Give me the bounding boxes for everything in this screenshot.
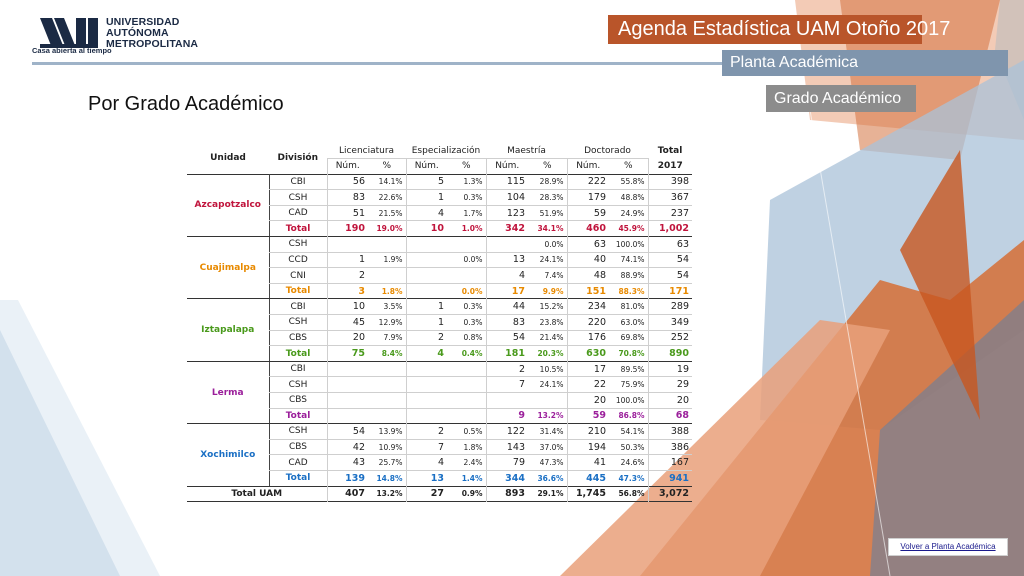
cell-lic-pct: 22.6% (368, 190, 406, 206)
cell-doc-pct: 74.1% (609, 252, 648, 268)
section-grado-academico: Grado Académico (766, 85, 916, 112)
cell-lic-num (327, 361, 368, 377)
cell-doc-pct: 70.8% (618, 349, 645, 359)
header-total-year: 2017 (648, 159, 692, 175)
cell-total: 367 (648, 190, 692, 206)
cell-esp-num (406, 393, 447, 409)
cell-total: 386 (648, 439, 692, 455)
sub-num: Núm. (567, 159, 609, 175)
header-licenciatura: Licenciatura (327, 143, 406, 159)
cell-esp-num: 4 (406, 205, 447, 221)
cell-lic-pct: 19.0% (376, 224, 403, 234)
table-row (187, 361, 692, 377)
cell-mae-num: 4 (486, 268, 528, 284)
division-name: CBI (269, 174, 327, 190)
cell-mae-pct: 37.0% (528, 439, 567, 455)
cell-lic-num: 51 (327, 205, 368, 221)
cell-mae-num: 83 (486, 315, 528, 331)
division-name: CSH (269, 424, 327, 440)
cell-doc-num: 40 (567, 252, 609, 268)
cell-lic-pct (368, 237, 406, 253)
cell-esp-pct: 0.8% (447, 330, 486, 346)
cell-total: 29 (648, 377, 692, 393)
cell-lic-pct (368, 377, 406, 393)
logo-wordmark (106, 17, 198, 50)
cell-lic-num: 2 (327, 268, 368, 284)
division-name: CBS (269, 393, 327, 409)
cell-doc-pct: 63.0% (609, 315, 648, 331)
cell-esp-num: 4 (406, 346, 447, 362)
sub-pct: % (623, 161, 633, 172)
cell-doc-num: 63 (567, 237, 609, 253)
unit-name: Azcapotzalco (187, 174, 269, 236)
cell-esp-num: 4 (406, 455, 447, 471)
cell-doc-pct: 89.5% (609, 361, 648, 377)
cell-doc-num: 176 (567, 330, 609, 346)
cell-lic-num (327, 377, 368, 393)
cell-mae-num: 344 (486, 470, 528, 486)
cell-doc-num: 460 (567, 221, 609, 237)
cell-mae-num (486, 393, 528, 409)
division-name: CBI (269, 299, 327, 315)
cell-total: 54 (648, 268, 692, 284)
grand-total-label: Total UAM (231, 488, 283, 499)
cell-doc-pct: 48.8% (609, 190, 648, 206)
cell-lic-num (327, 237, 368, 253)
cell-esp-pct: 0.3% (447, 315, 486, 331)
cell-mae-pct: 21.4% (528, 330, 567, 346)
cell-mae-num: 79 (486, 455, 528, 471)
unit-name: Cuajimalpa (187, 237, 269, 299)
cell-esp-num: 1 (406, 299, 447, 315)
cell-esp-pct (447, 393, 486, 409)
cell-total: 398 (648, 174, 692, 190)
header-division: División (277, 153, 319, 164)
page-title: Por Grado Académico (88, 93, 284, 115)
cell-doc-num: 445 (567, 470, 609, 486)
unit-name: Xochimilco (187, 424, 269, 486)
cell-lic-pct: 25.7% (368, 455, 406, 471)
cell-doc-num: 194 (567, 439, 609, 455)
cell-esp-pct: 1.0% (461, 224, 483, 234)
logo-line-3: METROPOLITANA (106, 38, 199, 50)
cell-esp-num (406, 283, 447, 299)
cell-total: 54 (648, 252, 692, 268)
cell-lic-pct: 21.5% (368, 205, 406, 221)
cell-mae-pct: 34.1% (537, 224, 564, 234)
cell-esp-num (406, 252, 447, 268)
cell-mae-num: 123 (486, 205, 528, 221)
cell-esp-pct: 1.3% (447, 174, 486, 190)
cell-mae-pct: 24.1% (528, 377, 567, 393)
academic-degree-table (187, 143, 692, 502)
cell-mae-num: 181 (486, 346, 528, 362)
cell-mae-pct: 23.8% (528, 315, 567, 331)
division-name: CAD (269, 205, 327, 221)
sub-num: Núm. (327, 159, 368, 175)
uam-logo (32, 16, 199, 58)
header-divider (32, 62, 732, 65)
cell-lic-pct (368, 393, 406, 409)
cell-lic-num: 190 (327, 221, 368, 237)
cell-esp-pct (447, 408, 486, 424)
cell-lic-pct: 1.9% (368, 252, 406, 268)
cell-mae-pct: 51.9% (528, 205, 567, 221)
sub-num: Núm. (486, 159, 528, 175)
cell-doc-num: 210 (567, 424, 609, 440)
cell-doc-pct: 54.1% (609, 424, 648, 440)
cell-lic-num (327, 393, 368, 409)
cell-total: 237 (648, 205, 692, 221)
division-name: CAD (269, 455, 327, 471)
cell-mae-pct: 28.3% (528, 190, 567, 206)
division-name: CNI (269, 268, 327, 284)
cell-doc-pct: 75.9% (609, 377, 648, 393)
division-name: CBS (269, 439, 327, 455)
cell-mae-pct: 31.4% (528, 424, 567, 440)
cell-mae-num: 9 (486, 408, 528, 424)
cell-doc-pct: 56.8% (618, 489, 645, 499)
cell-total: 252 (648, 330, 692, 346)
cell-lic-pct (368, 268, 406, 284)
cell-mae-pct: 13.2% (537, 411, 564, 421)
table-row (187, 174, 692, 190)
cell-lic-pct: 10.9% (368, 439, 406, 455)
cell-mae-pct: 36.6% (537, 473, 564, 483)
cell-doc-num: 59 (567, 408, 609, 424)
cell-doc-num: 20 (567, 393, 609, 409)
cell-mae-pct: 9.9% (542, 286, 564, 296)
cell-lic-pct: 1.8% (381, 286, 403, 296)
cell-esp-num: 13 (406, 470, 447, 486)
cell-mae-num: 13 (486, 252, 528, 268)
cell-mae-num: 122 (486, 424, 528, 440)
cell-mae-pct: 47.3% (528, 455, 567, 471)
cell-doc-num: 630 (567, 346, 609, 362)
cell-total: 68 (648, 408, 692, 424)
cell-doc-pct: 100.0% (609, 393, 648, 409)
cell-lic-num: 1 (327, 252, 368, 268)
header-doctorado: Doctorado (567, 143, 648, 159)
division-name: CBS (269, 330, 327, 346)
cell-lic-pct: 13.2% (376, 489, 403, 499)
cell-doc-pct: 88.9% (609, 268, 648, 284)
sub-num: Núm. (406, 159, 447, 175)
cell-doc-pct: 81.0% (609, 299, 648, 315)
division-name: CSH (269, 237, 327, 253)
uam-logo-icon (40, 18, 98, 48)
division-name: CBI (269, 361, 327, 377)
cell-lic-pct: 7.9% (368, 330, 406, 346)
cell-mae-pct: 0.0% (528, 237, 567, 253)
cell-esp-num: 2 (406, 424, 447, 440)
cell-mae-pct: 29.1% (537, 489, 564, 499)
cell-lic-num: 56 (327, 174, 368, 190)
cell-total: 20 (648, 393, 692, 409)
cell-esp-pct: 1.7% (447, 205, 486, 221)
cell-esp-num (406, 408, 447, 424)
cell-doc-pct: 45.9% (618, 224, 645, 234)
table-row (187, 237, 692, 253)
cell-mae-num: 342 (486, 221, 528, 237)
division-name: CCD (269, 252, 327, 268)
cell-total: 167 (648, 455, 692, 471)
cell-esp-pct (447, 268, 486, 284)
cell-total: 1,002 (648, 221, 692, 237)
cell-esp-num (406, 377, 447, 393)
grand-total-row (187, 486, 692, 502)
cell-mae-num: 893 (486, 486, 528, 502)
cell-doc-pct: 24.6% (609, 455, 648, 471)
cell-doc-num: 1,745 (567, 486, 609, 502)
cell-mae-pct: 28.9% (528, 174, 567, 190)
cell-mae-num: 143 (486, 439, 528, 455)
deco-blue-left-light (0, 300, 160, 576)
cell-mae-pct: 20.3% (537, 349, 564, 359)
cell-doc-num: 22 (567, 377, 609, 393)
cell-esp-pct: 1.8% (447, 439, 486, 455)
cell-mae-num: 115 (486, 174, 528, 190)
cell-doc-pct: 24.9% (609, 205, 648, 221)
cell-mae-pct (528, 393, 567, 409)
cell-doc-num: 222 (567, 174, 609, 190)
cell-lic-pct: 3.5% (368, 299, 406, 315)
cell-mae-pct: 24.1% (528, 252, 567, 268)
cell-lic-num: 83 (327, 190, 368, 206)
table-body (187, 174, 692, 486)
cell-esp-pct: 0.4% (461, 349, 483, 359)
cell-mae-num: 17 (486, 283, 528, 299)
cell-esp-pct: 1.4% (461, 473, 483, 483)
cell-doc-num: 59 (567, 205, 609, 221)
cell-doc-num: 234 (567, 299, 609, 315)
cell-total: 289 (648, 299, 692, 315)
logo-line-2: AUTÓNOMA (106, 27, 169, 39)
division-name: Total (269, 221, 327, 237)
cell-lic-num: 20 (327, 330, 368, 346)
cell-mae-pct: 7.4% (528, 268, 567, 284)
cell-doc-num: 48 (567, 268, 609, 284)
cell-doc-num: 151 (567, 283, 609, 299)
cell-esp-pct: 0.0% (447, 252, 486, 268)
cell-esp-pct (447, 377, 486, 393)
cell-lic-num: 42 (327, 439, 368, 455)
cell-lic-pct: 13.9% (368, 424, 406, 440)
cell-mae-num: 104 (486, 190, 528, 206)
cell-mae-num (486, 237, 528, 253)
cell-doc-pct: 88.3% (618, 286, 645, 296)
division-name: CSH (269, 315, 327, 331)
cell-lic-pct (368, 408, 406, 424)
division-name: CSH (269, 377, 327, 393)
sub-pct: % (461, 161, 471, 172)
cell-total: 349 (648, 315, 692, 331)
header-maestria: Maestría (486, 143, 567, 159)
cell-esp-pct: 0.3% (447, 299, 486, 315)
cell-esp-num (406, 268, 447, 284)
cell-lic-num: 45 (327, 315, 368, 331)
cell-esp-num (406, 237, 447, 253)
cell-total: 890 (648, 346, 692, 362)
cell-lic-num: 54 (327, 424, 368, 440)
division-name: Total (269, 470, 327, 486)
division-name: Total (269, 346, 327, 362)
division-name: Total (269, 408, 327, 424)
cell-total: 388 (648, 424, 692, 440)
cell-total: 3,072 (648, 486, 692, 502)
cell-mae-pct: 15.2% (528, 299, 567, 315)
unit-name: Iztapalapa (187, 299, 269, 361)
sub-pct: % (382, 161, 392, 172)
cell-lic-num: 10 (327, 299, 368, 315)
logo-line-1: UNIVERSIDAD (106, 16, 180, 28)
cell-esp-num: 1 (406, 190, 447, 206)
cell-doc-pct: 69.8% (609, 330, 648, 346)
cell-lic-num: 139 (327, 470, 368, 486)
cell-esp-num: 27 (406, 486, 447, 502)
header-unidad: Unidad (210, 153, 246, 164)
cell-lic-pct: 14.8% (376, 473, 403, 483)
header-total: Total (657, 145, 683, 156)
cell-esp-num: 10 (406, 221, 447, 237)
cell-doc-pct: 55.8% (609, 174, 648, 190)
cell-esp-num: 7 (406, 439, 447, 455)
cell-mae-num: 7 (486, 377, 528, 393)
table-row (187, 299, 692, 315)
cell-doc-num: 17 (567, 361, 609, 377)
cell-esp-pct: 0.9% (461, 489, 483, 499)
cell-esp-pct: 0.5% (447, 424, 486, 440)
cell-total: 941 (648, 470, 692, 486)
cell-lic-pct: 8.4% (381, 349, 403, 359)
unit-name: Lerma (187, 361, 269, 423)
cell-lic-pct: 14.1% (368, 174, 406, 190)
cell-lic-num: 43 (327, 455, 368, 471)
cell-esp-num (406, 361, 447, 377)
cell-mae-pct: 10.5% (528, 361, 567, 377)
cell-lic-pct: 12.9% (368, 315, 406, 331)
cell-esp-pct: 0.3% (447, 190, 486, 206)
cell-doc-num: 220 (567, 315, 609, 331)
cell-esp-pct: 0.0% (461, 286, 483, 296)
cell-doc-pct: 47.3% (618, 473, 645, 483)
cell-doc-num: 41 (567, 455, 609, 471)
back-to-planta-link[interactable]: Volver a Planta Académica (888, 538, 1008, 556)
cell-total: 63 (648, 237, 692, 253)
division-name: CSH (269, 190, 327, 206)
cell-lic-num: 75 (327, 346, 368, 362)
cell-esp-num: 5 (406, 174, 447, 190)
cell-esp-pct (447, 237, 486, 253)
cell-mae-num: 54 (486, 330, 528, 346)
cell-doc-pct: 86.8% (618, 411, 645, 421)
division-name: Total (269, 283, 327, 299)
cell-total: 171 (648, 283, 692, 299)
cell-doc-pct: 100.0% (609, 237, 648, 253)
cell-total: 19 (648, 361, 692, 377)
agenda-title: Agenda Estadística UAM Otoño 2017 (608, 15, 922, 44)
cell-lic-num: 407 (327, 486, 368, 502)
cell-esp-pct: 2.4% (447, 455, 486, 471)
cell-lic-num (327, 408, 368, 424)
cell-lic-pct (368, 361, 406, 377)
cell-esp-pct (447, 361, 486, 377)
cell-doc-pct: 50.3% (609, 439, 648, 455)
header-especializacion: Especialización (406, 143, 486, 159)
cell-lic-num: 3 (327, 283, 368, 299)
cell-esp-num: 1 (406, 315, 447, 331)
logo-tagline: Casa abierta al tiempo (32, 46, 112, 55)
section-planta-academica[interactable]: Planta Académica (722, 50, 1008, 76)
cell-doc-num: 179 (567, 190, 609, 206)
table-row (187, 424, 692, 440)
cell-esp-num: 2 (406, 330, 447, 346)
cell-mae-num: 2 (486, 361, 528, 377)
cell-mae-num: 44 (486, 299, 528, 315)
sub-pct: % (542, 161, 552, 172)
